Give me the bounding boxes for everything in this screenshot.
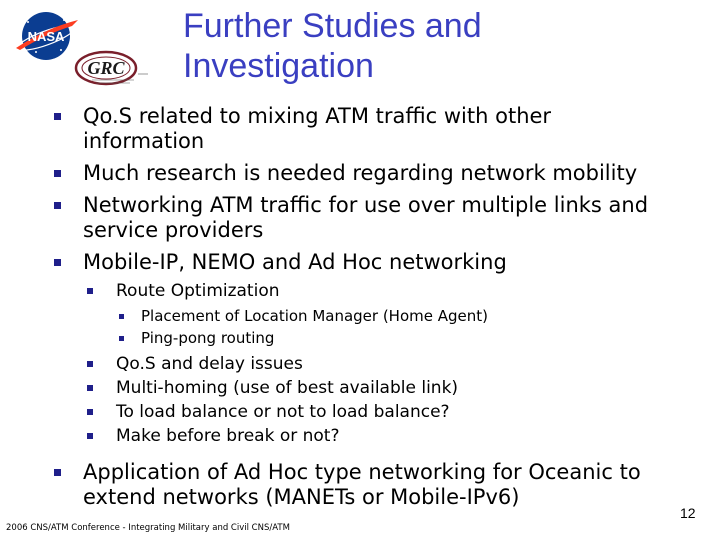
title-line-1: Further Studies and bbox=[183, 7, 482, 45]
sub-bullet-marker bbox=[87, 409, 93, 415]
sub-bullet-marker bbox=[87, 385, 93, 391]
slide-title bbox=[183, 6, 683, 86]
bullet-text: extend networks (MANETs or Mobile-IPv6) bbox=[83, 485, 520, 509]
footer-text: 2006 CNS/ATM Conference - Integrating Military and Civil CNS/ATM bbox=[6, 523, 290, 533]
page-number: 12 bbox=[680, 505, 696, 521]
bullet-text: service providers bbox=[83, 218, 264, 242]
svg-text:GRC: GRC bbox=[87, 58, 125, 78]
bullet-marker bbox=[54, 170, 61, 177]
sub-bullet-marker bbox=[87, 361, 93, 367]
bullet-marker bbox=[54, 469, 61, 476]
bullet-text: information bbox=[83, 129, 205, 153]
sub-bullet-marker bbox=[87, 288, 93, 294]
bullet-marker bbox=[54, 202, 61, 209]
bullet-text: Much research is needed regarding network mobility bbox=[83, 161, 638, 185]
sub-bullet-text: Route Optimization bbox=[116, 281, 280, 301]
bullet-text: Networking ATM traffic for use over multiple links and bbox=[83, 193, 649, 217]
sub-bullet-text: Multi-homing (use of best available link) bbox=[116, 378, 459, 398]
sub-sub-bullet-text: Placement of Location Manager (Home Agent) bbox=[141, 307, 488, 325]
bullet-text: Mobile-IP, NEMO and Ad Hoc networking bbox=[83, 250, 507, 274]
sub-bullet-marker bbox=[87, 433, 93, 439]
bullet-marker bbox=[54, 113, 61, 120]
sub-sub-bullet-text: Ping-pong routing bbox=[141, 329, 275, 347]
bullet-text: Qo.S related to mixing ATM traffic with other bbox=[83, 104, 552, 128]
sub-sub-bullet-marker bbox=[119, 336, 124, 341]
sub-sub-bullet-marker bbox=[119, 314, 124, 319]
sub-bullet-text: Make before break or not? bbox=[116, 426, 340, 446]
title-line-2: Investigation bbox=[183, 47, 374, 85]
sub-bullet-text: To load balance or not to load balance? bbox=[116, 402, 450, 422]
bullet-text: Application of Ad Hoc type networking for Oceanic to bbox=[83, 460, 641, 484]
svg-text:NASA: NASA bbox=[27, 29, 65, 44]
sub-bullet-text: Qo.S and delay issues bbox=[116, 354, 303, 374]
grc-logo bbox=[72, 44, 158, 90]
bullet-marker bbox=[54, 259, 61, 266]
